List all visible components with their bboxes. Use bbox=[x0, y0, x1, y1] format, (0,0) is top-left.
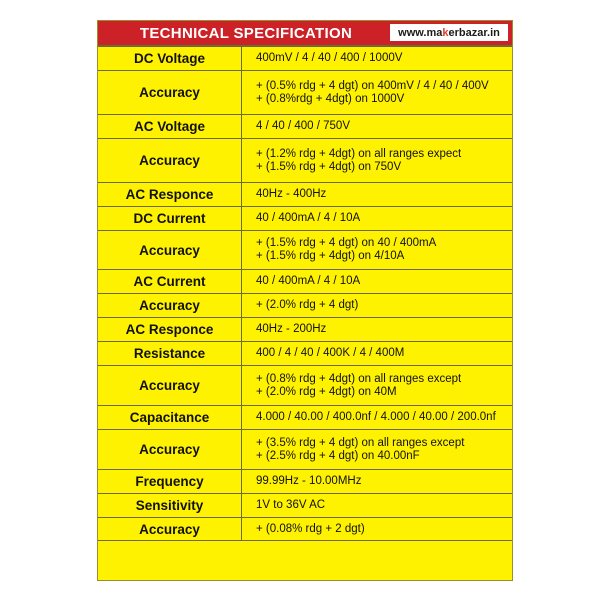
spec-value bbox=[242, 518, 513, 541]
spec-row bbox=[98, 470, 512, 494]
spec-label: Accuracy bbox=[98, 366, 242, 406]
spec-header bbox=[98, 21, 512, 46]
spec-row bbox=[98, 430, 512, 470]
spec-row bbox=[98, 207, 512, 231]
spec-label: DC Current bbox=[98, 207, 242, 231]
spec-label: Accuracy bbox=[98, 139, 242, 183]
spec-value-line: + (1.5% rdg + 4 dgt) on 40 / 400mA bbox=[256, 237, 437, 249]
spec-sheet bbox=[97, 20, 513, 581]
spec-label: Capacitance bbox=[98, 406, 242, 430]
spec-value bbox=[242, 342, 513, 366]
spec-value-line: + (3.5% rdg + 4 dgt) on all ranges except bbox=[256, 436, 465, 449]
spec-row bbox=[98, 318, 512, 342]
spec-value bbox=[242, 71, 513, 115]
spec-value-line: 40 / 400mA / 4 / 10A bbox=[256, 212, 361, 224]
spec-label: AC Current bbox=[98, 270, 242, 294]
spec-row bbox=[98, 518, 512, 541]
spec-value-line: + (1.2% rdg + 4dgt) on all ranges expect bbox=[256, 147, 462, 160]
spec-label: DC Voltage bbox=[98, 47, 242, 71]
spec-value-line: + (2.0% rdg + 4 dgt) bbox=[256, 299, 359, 311]
spec-label: AC Responce bbox=[98, 183, 242, 207]
spec-row bbox=[98, 366, 512, 406]
brand-url-suffix: erbazar.in bbox=[448, 26, 500, 39]
spec-value-line: + (2.5% rdg + 4 dgt) on 40.00nF bbox=[256, 449, 420, 462]
spec-label: Accuracy bbox=[98, 430, 242, 470]
spec-row bbox=[98, 494, 512, 518]
spec-value bbox=[242, 207, 513, 231]
spec-label: Accuracy bbox=[98, 294, 242, 318]
spec-value-line: + (0.8%rdg + 4dgt) on 1000V bbox=[256, 92, 405, 105]
spec-label: AC Voltage bbox=[98, 115, 242, 139]
spec-label: Frequency bbox=[98, 470, 242, 494]
spec-row bbox=[98, 342, 512, 366]
spec-value bbox=[242, 139, 513, 183]
spec-row bbox=[98, 406, 512, 430]
spec-value bbox=[242, 115, 513, 139]
spec-value bbox=[242, 470, 513, 494]
spec-row bbox=[98, 183, 512, 207]
spec-value bbox=[242, 294, 513, 318]
brand-url-prefix: www.ma bbox=[398, 26, 443, 39]
spec-value bbox=[242, 270, 513, 294]
spec-value bbox=[242, 430, 513, 470]
brand-url-accent: k bbox=[442, 26, 449, 39]
spec-value-line: 1V to 36V AC bbox=[256, 499, 326, 511]
spec-value-line: + (0.5% rdg + 4 dgt) on 400mV / 4 / 40 / 400V bbox=[256, 79, 489, 92]
spec-row bbox=[98, 115, 512, 139]
spec-value bbox=[242, 47, 513, 71]
spec-label: Accuracy bbox=[98, 71, 242, 115]
spec-table bbox=[98, 46, 512, 541]
spec-value-line: 4.000 / 40.00 / 400.0nf / 4.000 / 40.00 / 200.0nf bbox=[256, 411, 496, 423]
spec-value-line: 400mV / 4 / 40 / 400 / 1000V bbox=[256, 52, 403, 64]
spec-row bbox=[98, 231, 512, 270]
header-title: TECHNICAL SPECIFICATION bbox=[139, 24, 353, 42]
spec-label: Accuracy bbox=[98, 518, 242, 541]
spec-label: AC Responce bbox=[98, 318, 242, 342]
spec-value-line: 40Hz - 200Hz bbox=[256, 323, 327, 335]
spec-value bbox=[242, 318, 513, 342]
spec-value bbox=[242, 366, 513, 406]
spec-value bbox=[242, 183, 513, 207]
spec-row bbox=[98, 71, 512, 115]
spec-value-line: 40Hz - 400Hz bbox=[256, 188, 327, 200]
spec-row bbox=[98, 294, 512, 318]
spec-label: Accuracy bbox=[98, 231, 242, 270]
spec-value-line: + (0.8% rdg + 4dgt) on all ranges except bbox=[256, 372, 462, 385]
spec-value-line: 400 / 4 / 40 / 400K / 4 / 400M bbox=[256, 347, 405, 359]
spec-label: Sensitivity bbox=[98, 494, 242, 518]
spec-value bbox=[242, 406, 513, 430]
spec-value-line: 40 / 400mA / 4 / 10A bbox=[256, 275, 361, 287]
spec-value bbox=[242, 494, 513, 518]
brand-url-badge bbox=[390, 24, 508, 41]
spec-row bbox=[98, 270, 512, 294]
spec-row bbox=[98, 47, 512, 71]
spec-value-line: + (0.08% rdg + 2 dgt) bbox=[256, 522, 365, 535]
spec-value-line: 99.99Hz - 10.00MHz bbox=[256, 475, 362, 487]
spec-value-line: 4 / 40 / 400 / 750V bbox=[256, 120, 350, 132]
spec-value-line: + (1.5% rdg + 4dgt) on 750V bbox=[256, 160, 402, 173]
spec-value-line: + (2.0% rdg + 4dgt) on 40M bbox=[256, 385, 397, 398]
spec-row bbox=[98, 139, 512, 183]
spec-value bbox=[242, 231, 513, 270]
spec-label: Resistance bbox=[98, 342, 242, 366]
spec-value-line: + (1.5% rdg + 4dgt) on 4/10A bbox=[256, 250, 405, 262]
